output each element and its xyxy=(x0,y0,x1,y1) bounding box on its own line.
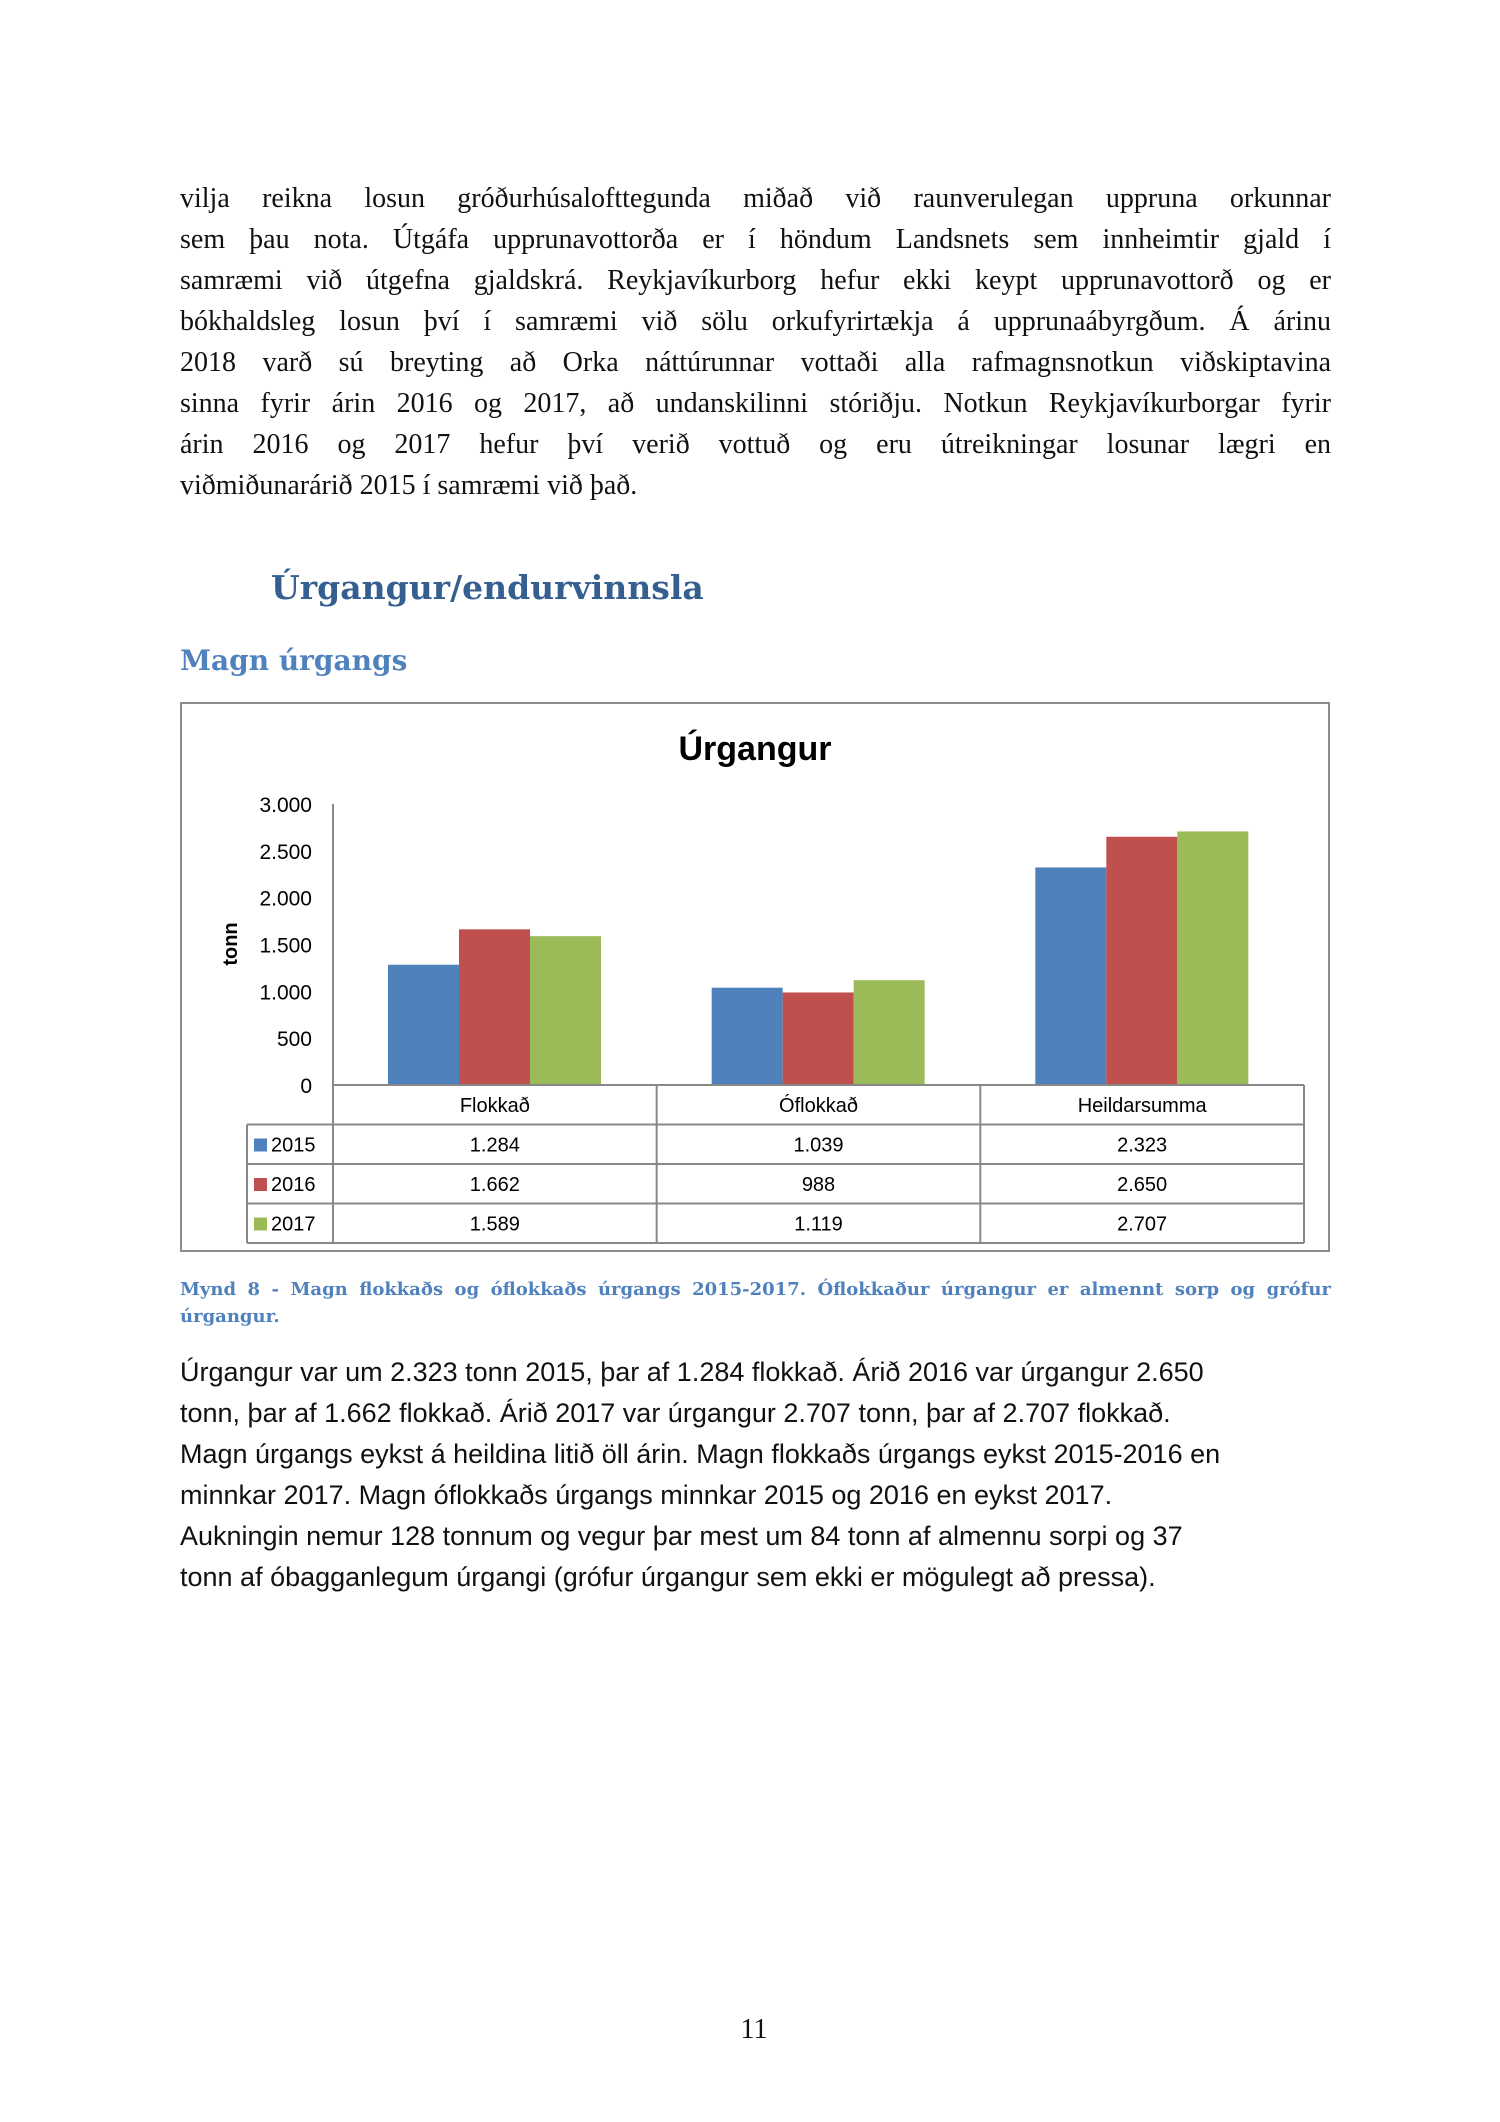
text-line: sinna fyrir árin 2016 og 2017, að undanskilinni stóriðju. Notkun Reykjavíkurborgar fyrir xyxy=(180,388,1331,419)
bar-2017-Flokkað xyxy=(530,936,601,1085)
data-table-value: 1.662 xyxy=(469,1174,520,1196)
legend-swatch-2015 xyxy=(254,1139,267,1152)
bar-2016-Heildarsumma xyxy=(1106,837,1177,1085)
text-line: árin 2016 og 2017 hefur því verið vottuð og eru útreikningar losunar lægri en xyxy=(180,429,1331,460)
text-line: tonn, þar af 1.662 flokkað. Árið 2017 var úrgangur 2.707 tonn, þar af 2.707 flokkað. xyxy=(180,1398,1171,1428)
y-tick-label: 3.000 xyxy=(259,794,312,817)
bar-2017-Óflokkað xyxy=(854,980,925,1085)
y-tick-label: 0 xyxy=(300,1075,312,1098)
data-table-value: 2.650 xyxy=(1117,1174,1168,1196)
legend-label: 2017 xyxy=(271,1213,316,1236)
bar-2016-Flokkað xyxy=(459,929,530,1085)
category-label: Óflokkað xyxy=(779,1095,858,1117)
legend-label: 2015 xyxy=(271,1134,316,1157)
text-line: tonn af óbagganlegum úrgangi (grófur úrgangur sem ekki er mögulegt að pressa). xyxy=(180,1562,1156,1592)
text-line: bókhaldsleg losun því í samræmi við sölu orkufyrirtækja á upprunaábyrgðum. Á árinu xyxy=(180,306,1331,337)
data-table-value: 1.119 xyxy=(794,1213,843,1236)
data-table-value: 1.039 xyxy=(793,1134,844,1157)
text-line: samræmi við útgefna gjaldskrá. Reykjavíkurborg hefur ekki keypt upprunavottorð og er xyxy=(180,265,1331,296)
text-line: Aukningin nemur 128 tonnum og vegur þar mest um 84 tonn af almennu sorpi og 37 xyxy=(180,1521,1183,1551)
legend-swatch-2016 xyxy=(254,1178,267,1191)
y-tick-label: 1.000 xyxy=(259,981,312,1005)
text-line: sem þau nota. Útgáfa upprunavottorða er í höndum Landsnets sem innheimtir gjald í xyxy=(180,224,1331,255)
text-line: Úrgangur var um 2.323 tonn 2015, þar af 1.284 flokkað. Árið 2016 var úrgangur 2.650 xyxy=(180,1357,1204,1387)
subsection-heading: Magn úrgangs xyxy=(180,644,408,677)
paragraph-waste xyxy=(180,1352,1220,1598)
bar-2017-Heildarsumma xyxy=(1177,831,1248,1085)
chart-title: Úrgangur xyxy=(678,730,832,768)
category-label: Flokkað xyxy=(459,1095,530,1117)
figure-caption: Mynd 8 - Magn flokkaðs og óflokkaðs úrgangs 2015-2017. Óflokkaður úrgangur er almennt sorp og grófur úrgangur. xyxy=(180,1279,1331,1327)
text-line: 2018 varð sú breyting að Orka náttúrunnar vottaði alla rafmagnsnotkun viðskiptavina xyxy=(180,347,1331,378)
paragraph-emissions xyxy=(180,178,1331,506)
legend-swatch-2017 xyxy=(254,1218,267,1231)
bar-2015-Óflokkað xyxy=(712,988,783,1085)
text-line: vilja reikna losun gróðurhúsalofttegunda miðað við raunverulegan uppruna orkunnar xyxy=(180,183,1331,214)
text-line: minnkar 2017. Magn óflokkaðs úrgangs minnkar 2015 og 2016 en eykst 2017. xyxy=(180,1480,1113,1510)
section-heading: Úrgangur/endurvinnsla xyxy=(271,568,704,607)
data-table-value: 2.323 xyxy=(1117,1134,1168,1157)
page-number: 11 xyxy=(740,2014,768,2045)
bar-2016-Óflokkað xyxy=(783,992,854,1085)
bar-2015-Flokkað xyxy=(388,965,459,1085)
y-tick-label: 2.000 xyxy=(259,887,312,911)
y-tick-label: 2.500 xyxy=(259,840,312,864)
y-tick-label: 500 xyxy=(276,1028,312,1052)
waste-bar-chart xyxy=(182,704,1328,1250)
text-line: viðmiðunarárið 2015 í samræmi við það. xyxy=(180,470,638,501)
text-line: Magn úrgangs eykst á heildina litið öll árin. Magn flokkaðs úrgangs eykst 2015-2016 en xyxy=(180,1439,1221,1469)
legend-label: 2016 xyxy=(271,1174,316,1196)
chart-frame xyxy=(180,702,1330,1252)
category-label: Heildarsumma xyxy=(1077,1095,1207,1117)
y-axis-label: tonn xyxy=(220,922,242,966)
data-table-value: 1.284 xyxy=(469,1134,520,1157)
data-table-value: 2.707 xyxy=(1117,1213,1168,1236)
data-table-value: 1.589 xyxy=(469,1213,520,1236)
bar-2015-Heildarsumma xyxy=(1035,867,1106,1085)
y-tick-label: 1.500 xyxy=(259,934,312,958)
data-table-value: 988 xyxy=(801,1174,836,1196)
